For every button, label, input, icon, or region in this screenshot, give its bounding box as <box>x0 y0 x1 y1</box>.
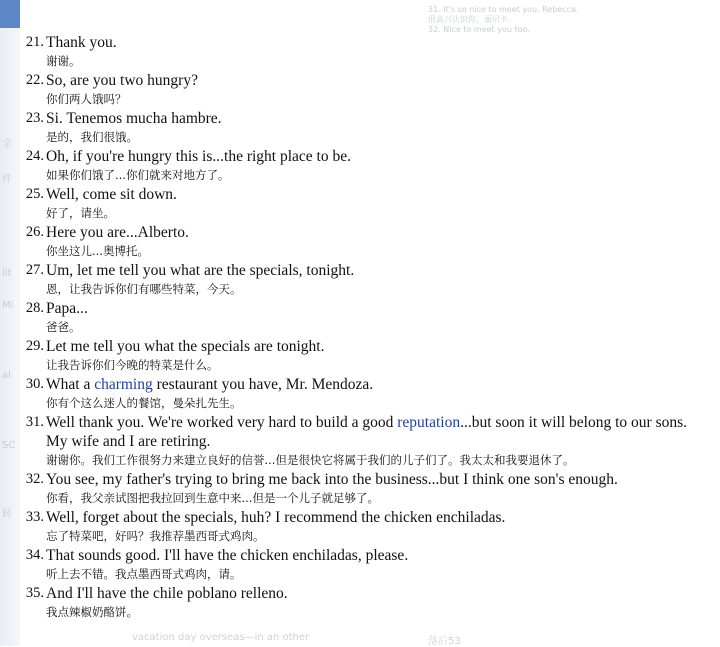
line-body <box>46 223 708 261</box>
english-text: Well, forget about the specials, huh? I recommend the chicken enchiladas. <box>46 509 506 526</box>
english-text-part: Well thank you. We're worked very hard to build a good <box>46 414 398 431</box>
line-number: 34. <box>25 547 44 563</box>
chinese-translation: 好了，请坐。 <box>46 206 115 220</box>
faint-glyph: 转 <box>2 509 12 520</box>
english-text: And I'll have the chile poblano relleno. <box>46 585 288 602</box>
line-number: 31. <box>25 414 44 430</box>
english-text-part: What a <box>46 376 95 393</box>
english-text <box>46 413 708 451</box>
faint-glyph: SC <box>2 440 16 451</box>
line-number: 24. <box>25 148 44 164</box>
dialogue-line <box>18 147 708 185</box>
chinese-translation: 你看，我父亲试图把我拉回到生意中来...但是一个儿子就足够了。 <box>46 491 379 505</box>
highlighted-vocabulary-link[interactable]: reputation <box>397 414 461 431</box>
line-body <box>46 33 708 71</box>
line-body <box>46 109 708 147</box>
line-number: 32. <box>25 471 44 487</box>
english-text: Um, let me tell you what are the specials, tonight. <box>46 262 355 279</box>
line-body <box>46 71 708 109</box>
chinese-translation: 是的，我们很饿。 <box>46 130 138 144</box>
dialogue-line <box>18 299 708 337</box>
dialogue-line <box>18 261 708 299</box>
dialogue-line <box>18 546 708 584</box>
chinese-translation: 听上去不错。我点墨西哥式鸡肉，请。 <box>46 567 242 581</box>
line-number: 29. <box>25 338 44 354</box>
chinese-translation: 如果你们饿了...你们就来对地方了。 <box>46 168 230 182</box>
english-text: That sounds good. I'll have the chicken enchiladas, please. <box>46 547 409 564</box>
line-number: 26. <box>25 224 44 240</box>
faint-glyph: Mi <box>2 300 14 311</box>
line-number: 21. <box>25 34 44 50</box>
dialogue-line <box>18 109 708 147</box>
faint-glyph: 字 <box>2 139 12 150</box>
line-number: 35. <box>25 585 44 601</box>
chinese-translation: 恩，让我告诉你们有哪些特菜，今天。 <box>46 282 242 296</box>
line-body <box>46 337 708 375</box>
dialogue-line <box>18 375 708 413</box>
english-text: Papa... <box>46 300 88 317</box>
background-bleed-text-bottom: vacation day overseas—in an other <box>132 632 310 643</box>
faint-glyph: al <box>2 370 11 381</box>
english-text: Here you are...Alberto. <box>46 224 189 241</box>
line-body <box>46 584 708 622</box>
dialogue-line <box>18 71 708 109</box>
background-bleed-text: 31. It's so nice to meet you, Rebecca. 很高兴认识你，丽贝卡。 32. Nice to meet you too. <box>428 5 579 34</box>
dialogue-line <box>18 413 708 470</box>
english-text-part: ...but soon it will belong to our sons. My wife and I are retiring. <box>46 414 688 450</box>
highlighted-vocabulary-link[interactable]: charming <box>94 376 153 393</box>
dialogue-line <box>18 584 708 622</box>
english-text <box>46 375 708 394</box>
line-number: 23. <box>25 110 44 126</box>
english-text: Thank you. <box>46 34 117 51</box>
chinese-translation: 让我告诉你们今晚的特菜是什么。 <box>46 358 219 372</box>
english-text: You see, my father's trying to bring me back into the business...but I think one son's enough. <box>46 471 618 488</box>
line-body <box>46 546 708 584</box>
faint-glyph: lit <box>2 268 12 279</box>
line-number: 33. <box>25 509 44 525</box>
chinese-translation: 你有个这么迷人的餐馆，曼朵扎先生。 <box>46 396 242 410</box>
line-body <box>46 299 708 337</box>
dialogue-line <box>18 337 708 375</box>
line-number: 30. <box>25 376 44 392</box>
english-text: So, are you two hungry? <box>46 72 198 89</box>
english-text: Oh, if you're hungry this is...the right place to be. <box>46 148 351 165</box>
line-number: 28. <box>25 300 44 316</box>
line-body <box>46 185 708 223</box>
background-corner-block <box>0 0 20 28</box>
dialogue-line <box>18 508 708 546</box>
dialogue-line <box>18 185 708 223</box>
line-body <box>46 261 708 299</box>
line-number: 27. <box>25 262 44 278</box>
background-sidebar-bleed <box>0 0 20 646</box>
chinese-translation: 你们两人饿吗？ <box>46 92 127 106</box>
chinese-translation: 你坐这儿...奥博托。 <box>46 244 149 258</box>
line-number: 25. <box>25 186 44 202</box>
background-bleed-page-label: 落后53 <box>428 636 461 647</box>
line-body <box>46 508 708 546</box>
dialogue-line <box>18 470 708 508</box>
line-body <box>46 147 708 185</box>
dialogue-list <box>18 33 708 622</box>
chinese-translation: 谢谢你。我们工作很努力来建立良好的信誉...但是很快它将属于我们的儿子们了。我太太和我要退休了。 <box>46 453 575 467</box>
english-text: Si. Tenemos mucha hambre. <box>46 110 222 127</box>
english-text-part: restaurant you have, Mr. Mendoza. <box>152 376 374 393</box>
line-number: 22. <box>25 72 44 88</box>
english-text: Let me tell you what the specials are tonight. <box>46 338 325 355</box>
english-text: Well, come sit down. <box>46 186 177 203</box>
line-body <box>46 375 708 413</box>
faint-glyph: 件 <box>2 174 12 185</box>
line-body <box>46 413 708 470</box>
chinese-translation: 忘了特菜吧，好吗？我推荐墨西哥式鸡肉。 <box>46 529 265 543</box>
line-body <box>46 470 708 508</box>
chinese-translation: 我点辣椒奶酪饼。 <box>46 605 138 619</box>
dialogue-line <box>18 223 708 261</box>
chinese-translation: 谢谢。 <box>46 54 81 68</box>
dialogue-line <box>18 33 708 71</box>
chinese-translation: 爸爸。 <box>46 320 81 334</box>
